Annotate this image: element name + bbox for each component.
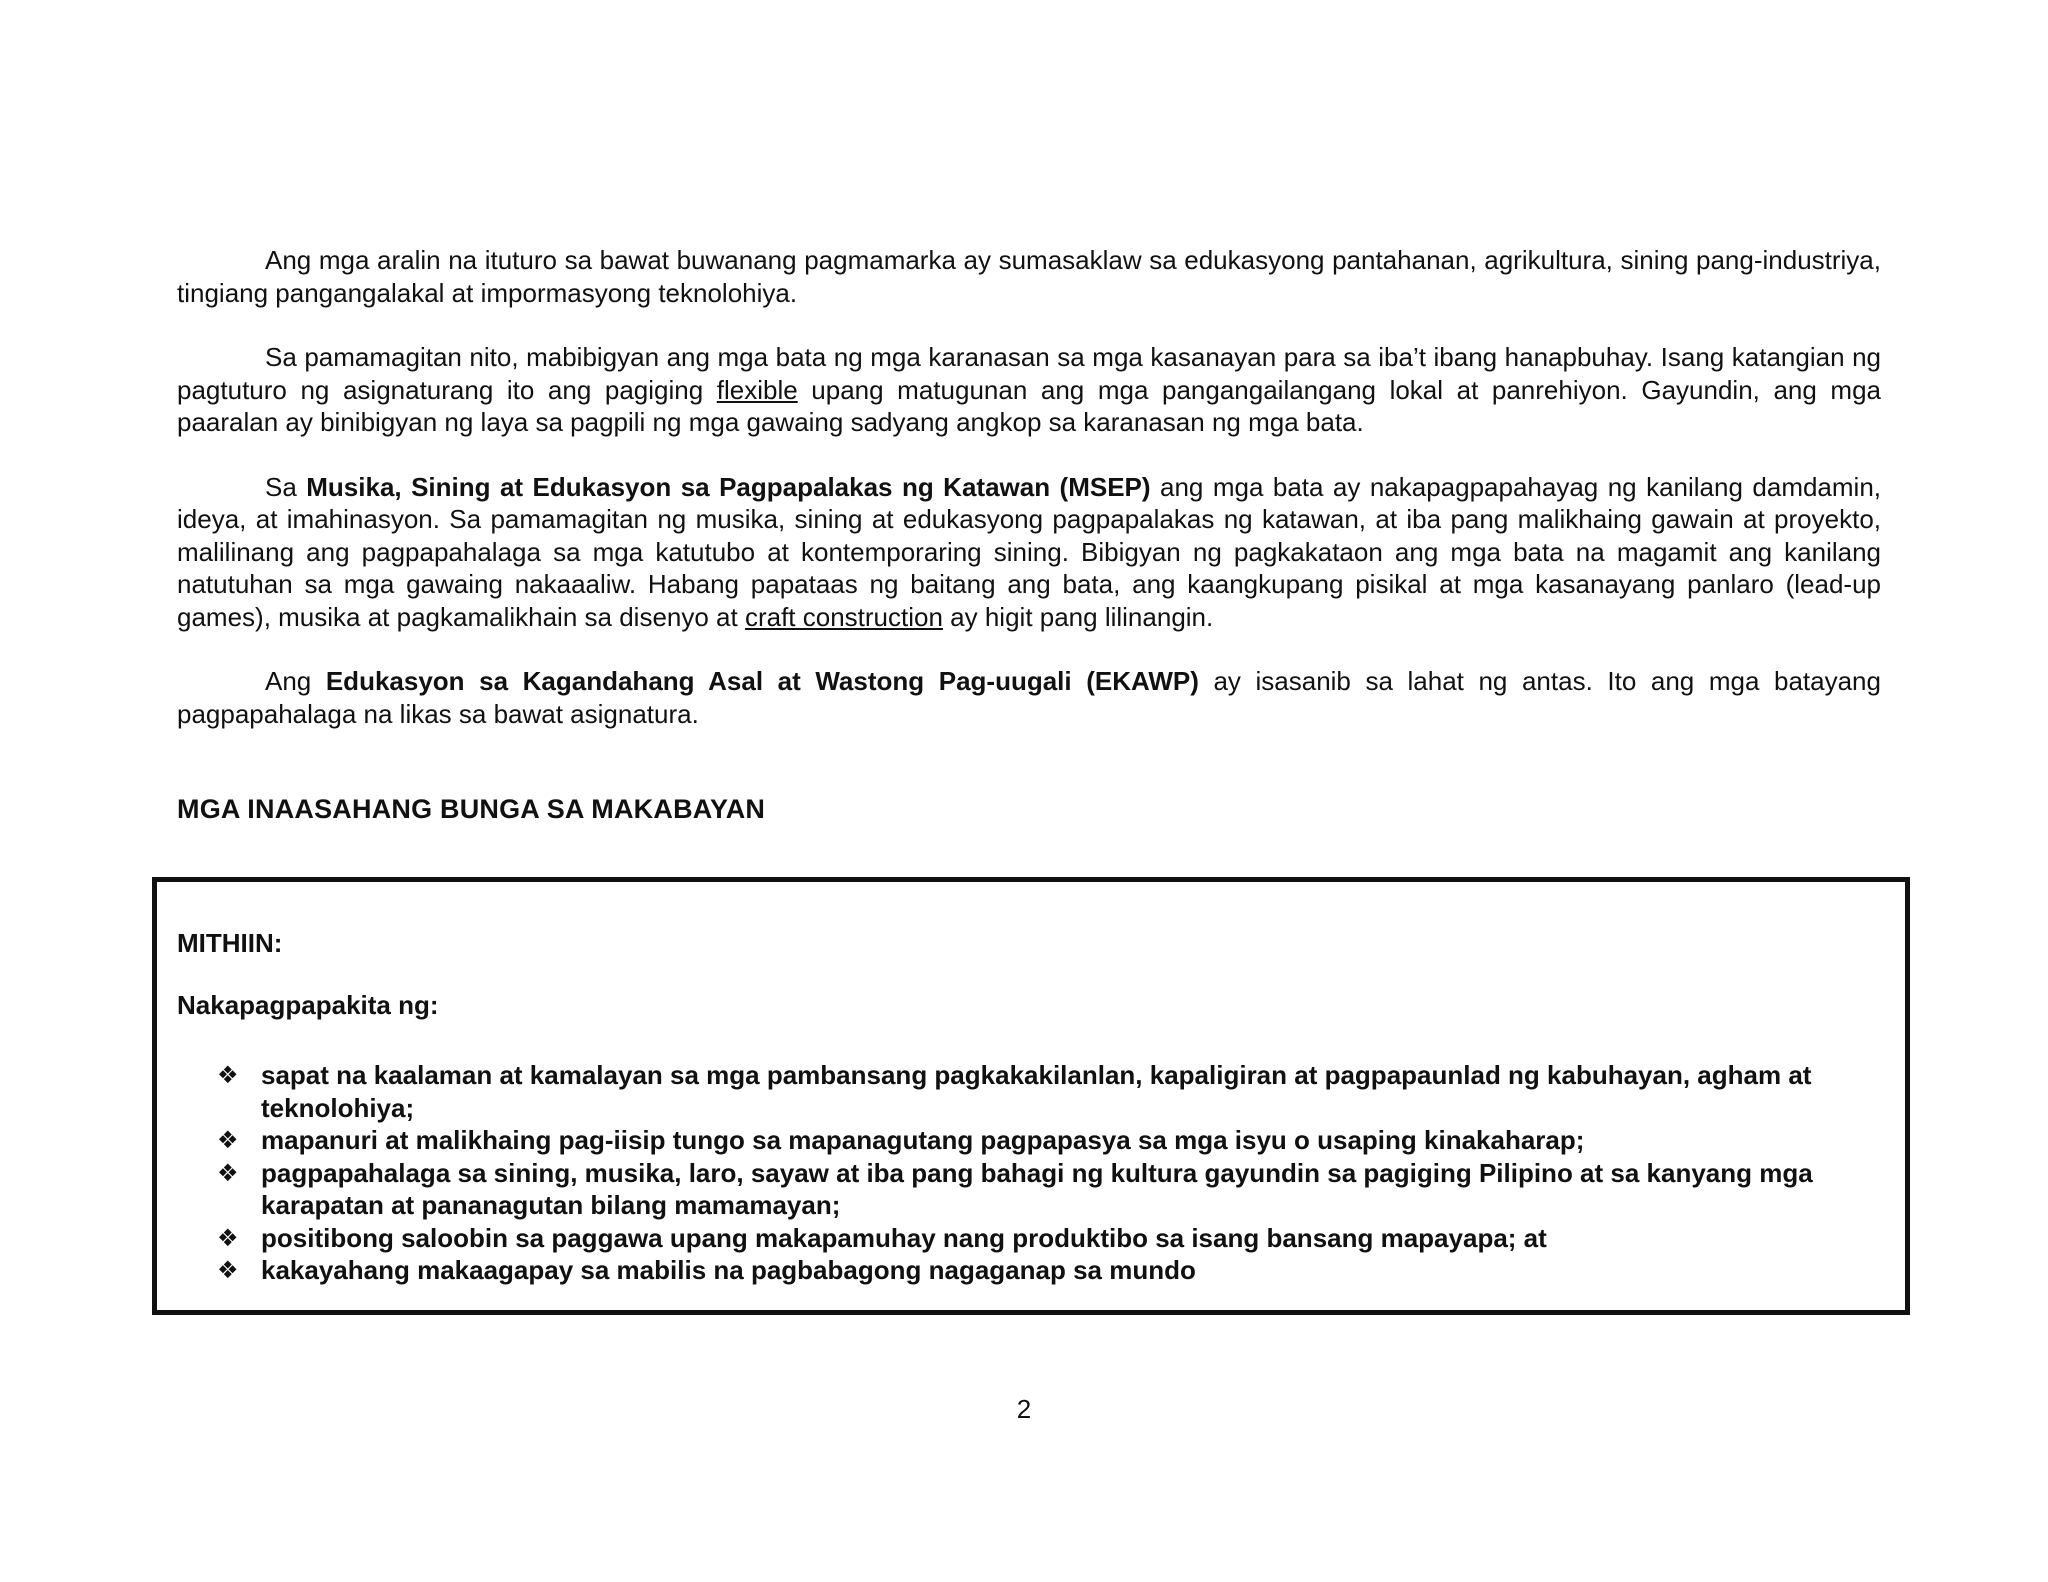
- goals-box: [152, 877, 1910, 1315]
- goals-label: MITHIIN:: [177, 928, 283, 958]
- paragraph-subjects: [177, 244, 1881, 309]
- paragraph-msep-text-2: ay higit pang lilinangin.: [942, 601, 1214, 632]
- list-item: [217, 1124, 1875, 1157]
- paragraph-ekawp-lead: Ang: [265, 666, 326, 696]
- list-item: [217, 1157, 1875, 1222]
- paragraph-livelihood: [177, 341, 1881, 439]
- list-item-text: positibong saloobin sa paggawa upang makapamuhay nang produktibo sa isang bansang mapayapa; at: [261, 1222, 1547, 1253]
- list-item-text: pagpapahalaga sa sining, musika, laro, sayaw at iba pang bahagi ng kultura gayundin sa pagiging Pilipino at sa kanyang mga karapatan at pananagutan bilang mamamayan;: [261, 1157, 1813, 1220]
- msep-subject-name: Musika, Sining at Edukasyon sa Pagpapalakas ng Katawan (MSEP): [306, 471, 1151, 502]
- diamond-bullet-icon: ❖: [217, 1223, 239, 1252]
- diamond-bullet-icon: ❖: [217, 1126, 239, 1154]
- list-item-text: sapat na kaalaman at kamalayan sa mga pambansang pagkakakilanlan, kapaligiran at pagpapaunlad ng kabuhayan, agham at teknolohiya;: [261, 1060, 1812, 1123]
- paragraph-ekawp-text: ay isasanib sa lahat ng antas. Ito ang mga batayang pagpapahalaga na likas sa bawat asignatura.: [177, 666, 1881, 729]
- body-text: [177, 244, 1881, 762]
- underlined-term-craft-construction: craft construction: [744, 601, 943, 632]
- list-item-text: mapanuri at malikhaing pag-iisip tungo sa mapanagutang pagpapasya sa mga isyu o usaping kinakaharap;: [261, 1125, 1585, 1155]
- goals-intro: Nakapagpapakita ng:: [177, 990, 439, 1020]
- paragraph-livelihood-text-1: Sa pamamagitan nito, mabibigyan ang mga bata ng mga karanasan sa mga kasanayan para sa iba’t ibang hanapbuhay. Isang katangian ng pagtuturo ng asignaturang ito ang pagiging: [177, 342, 1881, 405]
- goals-list: [217, 1059, 1875, 1287]
- paragraph-ekawp: [177, 665, 1881, 730]
- ekawp-subject-name: Edukasyon sa Kagandahang Asal at Wastong Pag-uugali (EKAWP): [325, 666, 1199, 696]
- list-item: [217, 1254, 1875, 1287]
- page-number: 2: [1016, 1394, 1032, 1424]
- diamond-bullet-icon: ❖: [217, 1256, 239, 1284]
- list-item: [217, 1222, 1875, 1255]
- diamond-bullet-icon: ❖: [217, 1158, 239, 1187]
- paragraph-msep-lead: Sa: [265, 471, 307, 502]
- list-item: [217, 1059, 1875, 1124]
- paragraph-livelihood-text-2: upang matugunan ang mga pangangailangang lokal at panrehiyon. Gayundin, ang mga paaralan ay binibigyan ng laya sa pagpili ng mga gawaing sadyang angkop sa karanasan ng mga bata.: [177, 374, 1881, 437]
- paragraph-msep-text-1: ang mga bata ay nakapagpapahayag ng kanilang damdamin, ideya, at imahinasyon. Sa pamamagitan ng musika, sining at edukasyong pagpapalakas ng katawan, at iba pang malikhaing gawain at proyekto, malilinang ang pagpapahalaga sa mga katutubo at kontemporaring sining. Bibigyan ng pagkakataon ang mga bata na magamit ang kanilang natutuhan sa mga gawaing nakaaaliw. Habang papataas ng baitang ang bata, ang kaangkupang pisikal at mga kasanayang panlaro (lead-up games), musika at pagkamalikhain sa disenyo at: [177, 471, 1882, 632]
- diamond-bullet-icon: ❖: [217, 1061, 239, 1089]
- paragraph-msep: [177, 471, 1881, 634]
- underlined-term-flexible: flexible: [716, 374, 798, 405]
- section-heading: MGA INAASAHANG BUNGA SA MAKABAYAN: [177, 794, 766, 824]
- paragraph-subjects-text: Ang mga aralin na ituturo sa bawat buwanang pagmamarka ay sumasaklaw sa edukasyong pantahanan, agrikultura, sining pang-industriya, tingiang pangangalakal at impormasyong teknolohiya.: [177, 245, 1881, 308]
- list-item-text: kakayahang makaagapay sa mabilis na pagbabagong nagaganap sa mundo: [261, 1255, 1196, 1285]
